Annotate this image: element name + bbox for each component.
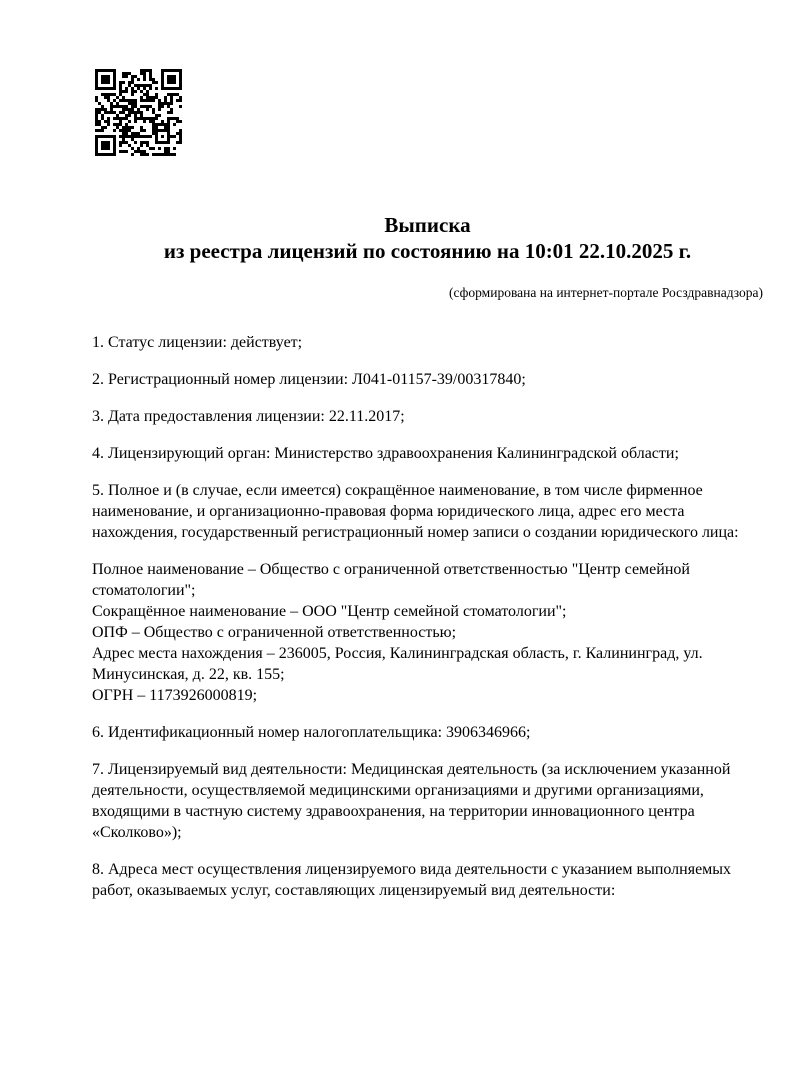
formation-note: (сформирована на интернет-портале Росздравнадзора): [448, 285, 763, 300]
paragraph-taxpayer-number: 6. Идентификационный номер налогоплательщика: 3906346966;: [92, 724, 531, 741]
org-ogrn: ОГРН – 1173926000819;: [92, 687, 258, 704]
document-title: [92, 212, 763, 264]
paragraph-license-status: 1. Статус лицензии: действует;: [92, 334, 303, 351]
paragraph-licensing-authority: 4. Лицензирующий орган: Министерство здравоохранения Калининградской области;: [92, 445, 679, 462]
paragraph-activity-addresses: 8. Адреса мест осуществления лицензируемого вида деятельности с указанием выполняемых работ, оказываемых услуг, составляющих лицензируемый вид деятельности:: [92, 861, 732, 899]
org-legal-form: ОПФ – Общество с ограниченной ответственностью;: [92, 624, 457, 641]
org-address: Адрес места нахождения – 236005, Россия, Калининградская область, г. Калининград, ул. Минусинская, д. 22, кв. 155;: [92, 645, 703, 683]
org-full-name: Полное наименование – Общество с ограниченной ответственностью "Центр семейной стоматологии";: [92, 561, 690, 599]
org-short-name: Сокращённое наименование – ООО "Центр семейной стоматологии";: [92, 603, 567, 620]
document-body: [92, 332, 764, 917]
document-title-line2: из реестра лицензий по состоянию на 10:01 22.10.2025 г.: [163, 239, 692, 263]
paragraph-registration-number: 2. Регистрационный номер лицензии: Л041-01157-39/00317840;: [92, 371, 526, 388]
organization-details: [92, 559, 764, 706]
qr-code: [95, 69, 182, 156]
paragraph-grant-date: 3. Дата предоставления лицензии: 22.11.2017;: [92, 408, 405, 425]
paragraph-licensed-activity: 7. Лицензируемый вид деятельности: Медицинская деятельность (за исключением указанной деятельности, осуществляемой медицинскими организациями и другими организациями, входящими в частную систему здравоохранения, на территории инновационного центра «Сколково»);: [92, 761, 731, 841]
document-title-line1: Выписка: [384, 213, 471, 237]
paragraph-org-info-heading: 5. Полное и (в случае, если имеется) сокращённое наименование, в том числе фирменное наименование, и организационно-правовая форма юридического лица, адрес его места нахождения, государственный регистрационный номер записи о создании юридического лица:: [92, 482, 739, 541]
